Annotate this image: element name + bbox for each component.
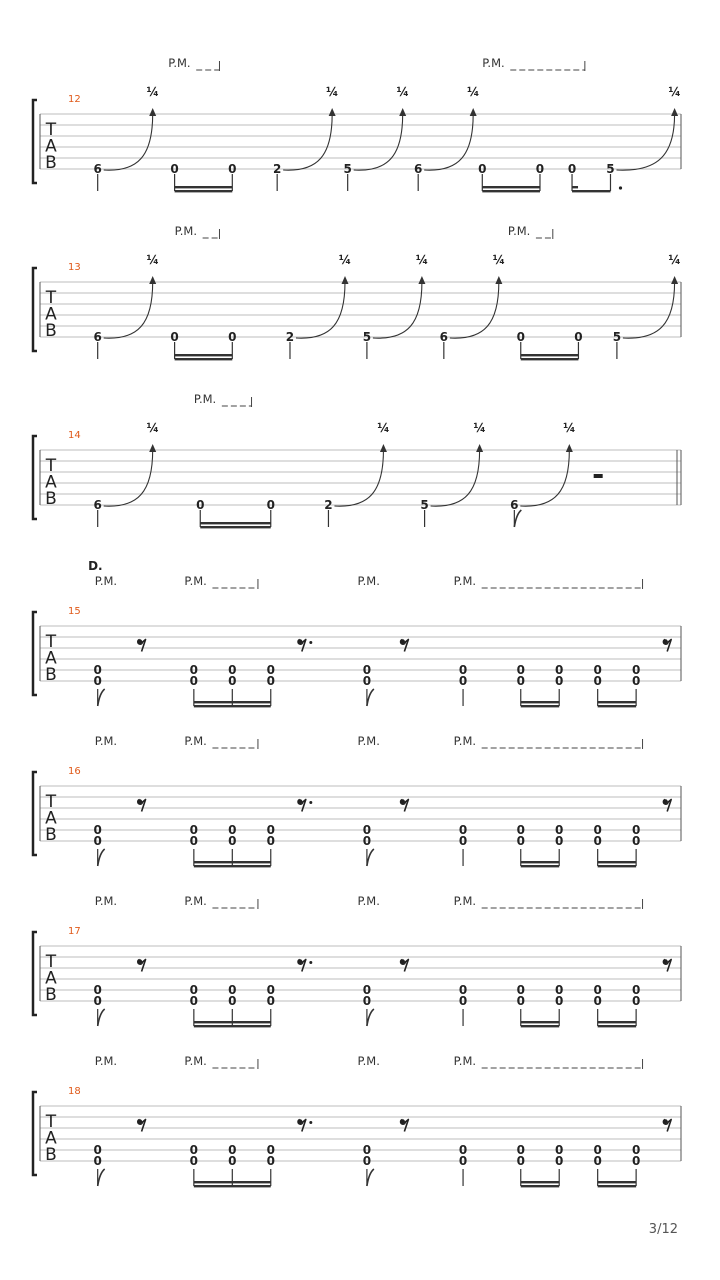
rest-dot <box>309 641 312 644</box>
beam <box>194 705 271 707</box>
half-rest <box>594 474 603 478</box>
tab-clef-letter: T <box>45 287 57 308</box>
beam <box>175 190 233 192</box>
bend-amount: ¼ <box>492 253 506 267</box>
rest-dot <box>309 801 312 804</box>
fret-number: 0 <box>362 983 372 997</box>
palm-mute-label: P.M. <box>507 224 531 238</box>
bend-amount: ¼ <box>325 85 339 99</box>
fret-number: 0 <box>266 1154 275 1168</box>
fret-number: 5 <box>606 162 615 176</box>
note-flag <box>98 849 105 866</box>
tab-clef-letter: T <box>45 1111 57 1132</box>
fret-number: 0 <box>93 823 102 837</box>
tab-clef-letter: T <box>45 455 57 476</box>
fret-number: 0 <box>631 674 641 688</box>
bend-amount: ¼ <box>146 253 159 267</box>
beam-secondary <box>194 1181 271 1183</box>
beam-secondary <box>200 522 271 524</box>
fret-number: 0 <box>555 663 564 677</box>
fret-number: 0 <box>266 1143 275 1157</box>
bend-amount: ¼ <box>668 85 681 99</box>
palm-mute-label: P.M. <box>453 1054 477 1068</box>
fret-number: 0 <box>362 834 372 848</box>
bend-arrowhead <box>149 276 156 284</box>
measure-number: 16 <box>68 766 81 777</box>
beam <box>200 526 271 528</box>
fret-number: 0 <box>593 1154 602 1168</box>
beam <box>521 865 559 867</box>
fret-number: 0 <box>228 674 237 688</box>
fret-number: 0 <box>555 834 564 848</box>
beam-secondary <box>482 186 540 188</box>
fret-number: 0 <box>189 1143 199 1157</box>
fret-number: 0 <box>266 498 275 512</box>
bend-curve <box>104 450 153 506</box>
bend-amount: ¼ <box>668 253 681 267</box>
fret-number: 0 <box>93 663 102 677</box>
palm-mute-label: P.M. <box>453 574 477 588</box>
fret-number: 0 <box>631 663 641 677</box>
fret-number: 6 <box>414 162 423 176</box>
fret-number: 0 <box>458 983 468 997</box>
tab-clef-letter: T <box>45 791 57 812</box>
fret-number: 0 <box>189 1154 199 1168</box>
measure-number: 12 <box>68 94 81 105</box>
fret-number: 0 <box>458 1143 468 1157</box>
tab-clef-letter: A <box>45 1128 57 1149</box>
beam-secondary <box>521 701 559 703</box>
fret-number: 0 <box>516 994 525 1008</box>
eighth-rest-head <box>663 639 667 643</box>
beam-secondary <box>194 1021 271 1023</box>
beam-secondary <box>598 701 636 703</box>
bend-curve <box>450 282 499 338</box>
fret-number: 0 <box>555 823 564 837</box>
fret-number: 0 <box>93 1143 102 1157</box>
fret-number: 0 <box>574 330 583 344</box>
staff-brace <box>33 436 37 519</box>
bend-amount: ¼ <box>415 253 429 267</box>
fret-number: 0 <box>535 162 545 176</box>
eighth-rest-head <box>298 799 302 803</box>
beam-secondary <box>598 861 636 863</box>
beam <box>598 705 636 707</box>
tab-clef-letter: B <box>45 664 57 685</box>
fret-number: 5 <box>420 498 429 512</box>
fret-number: 0 <box>228 834 237 848</box>
beam-secondary <box>598 1181 636 1183</box>
tab-clef-letter: B <box>45 824 57 845</box>
tab-clef-letter: A <box>45 648 57 669</box>
note-flag <box>514 510 521 527</box>
fret-number: 0 <box>189 994 199 1008</box>
tab-staff-m18 <box>33 1054 681 1187</box>
fret-number: 0 <box>458 663 468 677</box>
tab-clef-letter: A <box>45 304 57 325</box>
beam <box>572 190 610 192</box>
bend-amount: ¼ <box>377 421 390 435</box>
fret-number: 0 <box>631 1143 641 1157</box>
fret-number: 0 <box>93 983 102 997</box>
palm-mute-label: P.M. <box>453 734 477 748</box>
staff-brace <box>33 1092 37 1175</box>
palm-mute-label: P.M. <box>184 574 207 588</box>
rhythm-dot <box>619 186 622 189</box>
fret-number: 0 <box>593 834 602 848</box>
fret-number: 0 <box>516 983 525 997</box>
fret-number: 0 <box>196 498 205 512</box>
measure-number: 14 <box>68 430 81 441</box>
bend-amount: ¼ <box>466 85 480 99</box>
fret-number: 0 <box>228 663 237 677</box>
fret-number: 0 <box>593 1143 602 1157</box>
note-flag <box>98 1009 105 1026</box>
palm-mute-label: P.M. <box>357 1054 380 1068</box>
eighth-rest-head <box>298 639 302 643</box>
fret-number: 0 <box>189 823 199 837</box>
tab-clef-letter: B <box>45 1144 57 1165</box>
palm-mute-label: P.M. <box>357 894 380 908</box>
fret-number: 0 <box>593 674 602 688</box>
bend-arrowhead <box>149 444 156 452</box>
tab-staff-m14 <box>33 392 681 528</box>
fret-number: 0 <box>93 994 102 1008</box>
beam <box>194 1025 271 1027</box>
fret-number: 0 <box>93 834 102 848</box>
beam <box>598 865 636 867</box>
fret-number: 0 <box>478 162 487 176</box>
fret-number: 0 <box>189 674 199 688</box>
fret-number: 0 <box>555 994 564 1008</box>
eighth-rest-head <box>401 1119 405 1123</box>
fret-number: 0 <box>555 983 564 997</box>
eighth-rest-head <box>663 959 667 963</box>
beam <box>598 1025 636 1027</box>
tab-staff-m15 <box>33 559 681 707</box>
tab-clef-letter: A <box>45 968 57 989</box>
palm-mute-label: P.M. <box>94 734 118 748</box>
eighth-rest-head <box>138 639 142 643</box>
fret-number: 0 <box>631 834 641 848</box>
fret-number: 0 <box>631 994 641 1008</box>
palm-mute-label: P.M. <box>193 392 217 406</box>
beam <box>194 1185 271 1187</box>
eighth-rest-head <box>298 1119 302 1123</box>
bend-curve <box>334 450 383 506</box>
bend-curve <box>616 114 674 170</box>
beam-secondary <box>175 354 233 356</box>
fret-number: 0 <box>362 1154 372 1168</box>
fret-number: 0 <box>516 823 525 837</box>
palm-mute-label: P.M. <box>184 1054 207 1068</box>
tab-clef-letter: A <box>45 472 57 493</box>
bend-arrowhead <box>418 276 425 284</box>
bend-amount: ¼ <box>396 85 409 99</box>
tab-staff-m17 <box>33 894 681 1027</box>
beam <box>482 190 540 192</box>
note-flag <box>98 1169 105 1186</box>
bend-arrowhead <box>399 108 406 116</box>
rest-dot <box>309 961 312 964</box>
fret-number: 0 <box>228 1143 237 1157</box>
fret-number: 0 <box>458 674 468 688</box>
fret-number: 0 <box>458 994 468 1008</box>
eighth-rest-head <box>138 959 142 963</box>
fret-number: 0 <box>516 663 525 677</box>
palm-mute-label: P.M. <box>94 894 118 908</box>
tab-staff-m16 <box>33 734 681 867</box>
bend-arrowhead <box>495 276 502 284</box>
fret-number: 6 <box>510 498 519 512</box>
palm-mute-label: P.M. <box>184 734 207 748</box>
tab-clef-letter: T <box>45 631 57 652</box>
fret-number: 0 <box>516 330 525 344</box>
fret-number: 0 <box>189 663 199 677</box>
beam <box>521 1025 559 1027</box>
fret-number: 0 <box>362 674 372 688</box>
staff-brace <box>33 268 37 351</box>
fret-number: 0 <box>555 1154 564 1168</box>
fret-number: 0 <box>170 162 179 176</box>
fret-number: 0 <box>458 823 468 837</box>
fret-number: 0 <box>93 674 102 688</box>
fret-number: 0 <box>266 823 275 837</box>
fret-number: 0 <box>567 162 577 176</box>
eighth-rest-head <box>401 959 405 963</box>
beam-secondary <box>521 861 559 863</box>
bend-arrowhead <box>470 108 477 116</box>
fret-number: 0 <box>593 663 602 677</box>
eighth-rest-head <box>401 639 405 643</box>
fret-number: 0 <box>228 823 237 837</box>
measure-number: 18 <box>68 1086 81 1097</box>
fret-number: 0 <box>593 994 602 1008</box>
fret-number: 0 <box>266 674 275 688</box>
fret-number: 0 <box>266 663 275 677</box>
fret-number: 0 <box>170 330 179 344</box>
bend-curve <box>424 114 473 170</box>
beam-secondary <box>598 1021 636 1023</box>
fret-number: 0 <box>631 1154 641 1168</box>
fret-number: 0 <box>516 674 525 688</box>
fret-number: 0 <box>631 983 641 997</box>
fret-number: 0 <box>189 834 199 848</box>
tab-clef-letter: A <box>45 136 57 157</box>
palm-mute-label: P.M. <box>184 894 207 908</box>
bend-arrowhead <box>380 444 387 452</box>
fret-number: 6 <box>439 330 449 344</box>
staff-brace <box>33 772 37 855</box>
fret-number: 0 <box>516 834 525 848</box>
tab-clef-letter: A <box>45 808 57 829</box>
fret-number: 0 <box>266 983 275 997</box>
note-flag <box>98 689 105 706</box>
fret-number: 0 <box>189 983 199 997</box>
bend-amount: ¼ <box>146 421 159 435</box>
bend-amount: ¼ <box>146 85 159 99</box>
fret-number: 0 <box>228 994 237 1008</box>
eighth-rest-head <box>401 799 405 803</box>
fret-number: 0 <box>593 983 602 997</box>
beam <box>521 1185 559 1187</box>
measure-number: 13 <box>68 262 81 273</box>
tab-clef-letter: B <box>45 152 57 173</box>
fret-number: 0 <box>362 823 372 837</box>
eighth-rest-head <box>138 799 142 803</box>
tab-staff-m12 <box>33 56 681 192</box>
bend-arrowhead <box>476 444 483 452</box>
staff-brace <box>33 100 37 183</box>
measure-number: 15 <box>68 606 81 617</box>
beam-secondary <box>194 701 271 703</box>
bend-curve <box>283 114 332 170</box>
fret-number: 0 <box>362 1143 372 1157</box>
bend-arrowhead <box>341 276 348 284</box>
fret-number: 6 <box>93 498 102 512</box>
fret-number: 0 <box>362 994 372 1008</box>
bend-curve <box>520 450 569 506</box>
fret-number: 5 <box>362 330 372 344</box>
fret-number: 0 <box>362 663 372 677</box>
note-flag <box>367 689 374 706</box>
bend-amount: ¼ <box>473 421 486 435</box>
bend-arrowhead <box>671 108 678 116</box>
fret-number: 0 <box>516 1143 525 1157</box>
beam-secondary <box>521 354 579 356</box>
staff-brace <box>33 932 37 1015</box>
fret-number: 2 <box>285 330 295 344</box>
fret-number: 0 <box>228 162 237 176</box>
palm-mute-label: P.M. <box>168 56 191 70</box>
palm-mute-label: P.M. <box>94 574 118 588</box>
note-flag <box>367 1009 374 1026</box>
bend-curve <box>373 282 422 338</box>
bend-curve <box>431 450 480 506</box>
page-number: 3/12 <box>648 1222 678 1237</box>
bend-arrowhead <box>671 276 678 284</box>
section-label: D. <box>88 559 103 573</box>
fret-number: 0 <box>228 1154 237 1168</box>
fret-number: 5 <box>343 162 352 176</box>
fret-number: 0 <box>228 330 237 344</box>
bend-arrowhead <box>329 108 336 116</box>
eighth-rest-head <box>663 1119 667 1123</box>
fret-number: 0 <box>631 823 641 837</box>
fret-number: 6 <box>93 330 102 344</box>
fret-number: 0 <box>93 1154 102 1168</box>
beam <box>598 1185 636 1187</box>
beam <box>175 358 233 360</box>
note-flag <box>367 1169 374 1186</box>
beam <box>194 865 271 867</box>
bend-arrowhead <box>566 444 573 452</box>
staff-brace <box>33 612 37 695</box>
fret-number: 6 <box>93 162 102 176</box>
beam-secondary <box>194 861 271 863</box>
fret-number: 0 <box>555 674 564 688</box>
palm-mute-label: P.M. <box>174 224 198 238</box>
bend-curve <box>296 282 345 338</box>
tab-clef-letter: B <box>45 320 57 341</box>
beam-secondary <box>175 186 233 188</box>
fret-number: 0 <box>516 1154 525 1168</box>
fret-number: 0 <box>593 823 602 837</box>
palm-mute-label: P.M. <box>453 894 477 908</box>
fret-number: 5 <box>612 330 622 344</box>
beam <box>521 705 559 707</box>
beam-secondary <box>521 1021 559 1023</box>
bend-curve <box>623 282 675 338</box>
beam-partial <box>572 186 578 188</box>
palm-mute-label: P.M. <box>357 574 380 588</box>
bend-curve <box>104 282 153 338</box>
fret-number: 0 <box>228 983 237 997</box>
bend-curve <box>104 114 153 170</box>
measure-number: 17 <box>68 926 81 937</box>
fret-number: 0 <box>266 834 275 848</box>
beam-secondary <box>521 1181 559 1183</box>
bend-arrowhead <box>149 108 156 116</box>
eighth-rest-head <box>298 959 302 963</box>
fret-number: 0 <box>458 1154 468 1168</box>
note-flag <box>367 849 374 866</box>
fret-number: 2 <box>324 498 333 512</box>
palm-mute-label: P.M. <box>94 1054 118 1068</box>
eighth-rest-head <box>138 1119 142 1123</box>
tab-clef-letter: B <box>45 488 57 509</box>
tab-clef-letter: T <box>45 951 57 972</box>
eighth-rest-head <box>663 799 667 803</box>
tab-clef-letter: T <box>45 119 57 140</box>
bend-amount: ¼ <box>338 253 352 267</box>
bend-amount: ¼ <box>563 421 576 435</box>
fret-number: 0 <box>555 1143 564 1157</box>
fret-number: 0 <box>458 834 468 848</box>
beam <box>521 358 579 360</box>
tab-clef-letter: B <box>45 984 57 1005</box>
bend-curve <box>354 114 403 170</box>
tab-staff-m13 <box>33 224 681 360</box>
fret-number: 2 <box>272 162 282 176</box>
palm-mute-label: P.M. <box>357 734 380 748</box>
fret-number: 0 <box>266 994 275 1008</box>
palm-mute-label: P.M. <box>482 56 505 70</box>
rest-dot <box>309 1121 312 1124</box>
